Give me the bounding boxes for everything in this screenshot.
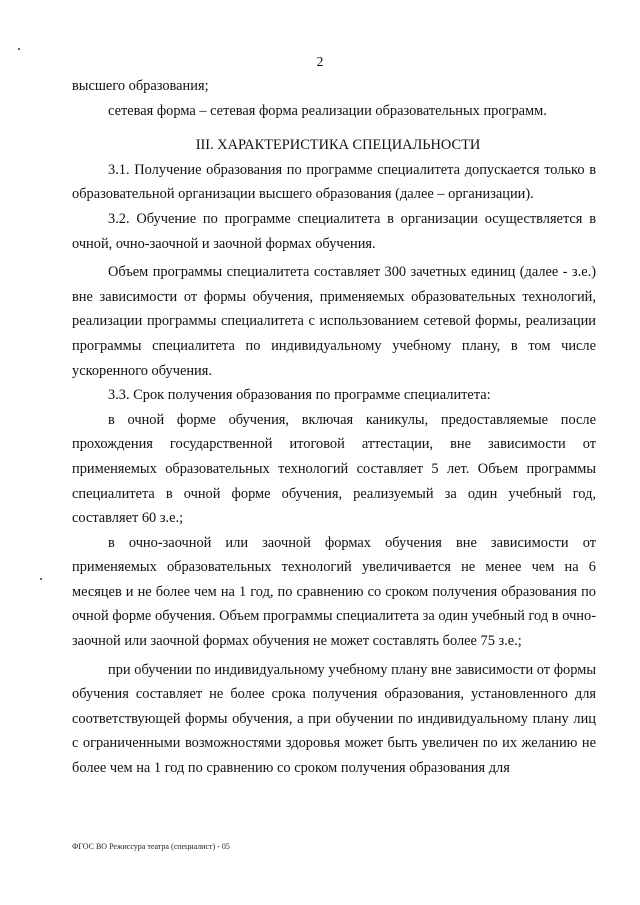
document-footer: ФГОС ВО Режиссура театра (специалист) - 05 bbox=[72, 842, 230, 851]
scan-speck bbox=[40, 578, 42, 580]
paragraph-3-2: 3.2. Обучение по программе специалитета в организации осуществляется в очной, очно-заочной и заочной формах обучения. bbox=[72, 210, 596, 252]
paragraph-individual-plan: при обучении по индивидуальному учебному плану вне зависимости от формы обучения составляет не более срока получения образования, установленного для соответствующей формы обучения, а при обучении по индивидуальному плану лиц с ограниченными возможностями здоровья может быть увеличен по их желанию не более чем на 1 год по сравнению со сроком получения образования для bbox=[72, 661, 596, 777]
paragraph-higher-education: высшего образования; bbox=[72, 78, 209, 94]
scan-speck bbox=[18, 48, 20, 50]
page-number: 2 bbox=[316, 54, 324, 69]
paragraph-full-time: в очной форме обучения, включая каникулы, предоставляемые после прохождения государственной итоговой аттестации, вне зависимости от применяемых образовательных технологий составляет 5 лет. Объем программы специалитета в очной форме обучения, реализуемый за один учебный год, составляет 60 з.е.; bbox=[72, 411, 596, 527]
paragraph-network-form: сетевая форма – сетевая форма реализации образовательных программ. bbox=[108, 102, 547, 119]
paragraph-part-time: в очно-заочной или заочной формах обучения вне зависимости от применяемых образовательных технологий увеличивается не менее чем на 6 месяцев и не более чем на 1 год, по сравнению со сроком получения образования по очной форме обучения. Объем программы специалитета за один учебный год в очно-заочной или заочной формах обучения не может составлять более 75 з.е.; bbox=[72, 534, 596, 650]
paragraph-3-3: 3.3. Срок получения образования по программе специалитета: bbox=[108, 387, 491, 404]
paragraph-3-1: 3.1. Получение образования по программе специалитета допускается только в образовательной организации высшего образования (далее – организации). bbox=[72, 161, 596, 203]
section-heading: III. ХАРАКТЕРИСТИКА СПЕЦИАЛЬНОСТИ bbox=[195, 137, 481, 154]
document-body bbox=[72, 74, 596, 781]
paragraph-program-volume: Объем программы специалитета составляет 300 зачетных единиц (далее - з.е.) вне зависимости от формы обучения, применяемых образовательных технологий, реализации программы специалитета с использованием сетевой формы, реализации программы специалитета по индивидуальному учебному плану, в том числе ускоренного обучения. bbox=[72, 264, 596, 379]
